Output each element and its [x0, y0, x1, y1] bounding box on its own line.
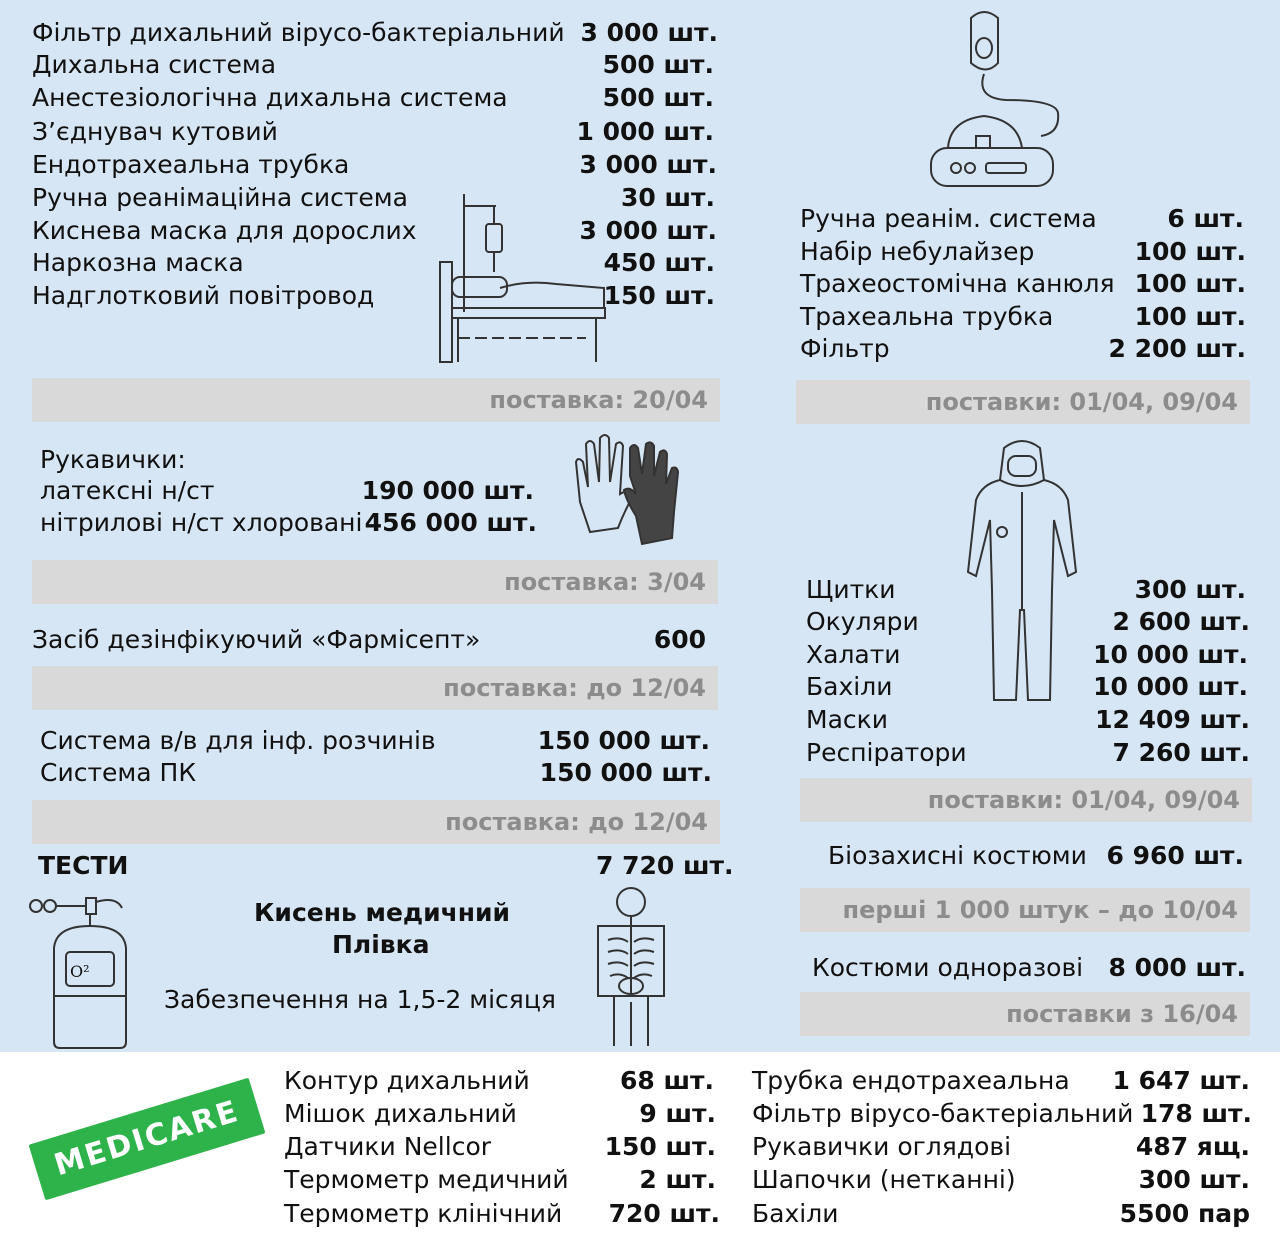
list-item: Трахеальна трубка 100 шт. [800, 302, 1246, 331]
tests-label: ТЕСТИ [38, 851, 129, 880]
list-item: Система ПК 150 000 шт. [40, 758, 712, 787]
list-item: Мішок дихальний 9 шт. [284, 1099, 716, 1128]
delivery-bar: поставки: 01/04, 09/04 [800, 778, 1252, 822]
nebulizer-icon [926, 8, 1066, 194]
list-item: Датчики Nellcor 150 шт. [284, 1132, 716, 1161]
list-item: Дихальна система 500 шт. [32, 50, 714, 79]
list-item: Шапочки (нетканні) 300 шт. [752, 1165, 1250, 1194]
list-item: Бахіли 5500 пар [752, 1199, 1250, 1228]
list-item: Засіб дезінфікуючий «Фармісепт» 600 [32, 625, 706, 654]
list-item: Ручна реанім. система 6 шт. [800, 204, 1244, 233]
list-item: Трубка ендотрахеальна 1 647 шт. [752, 1066, 1250, 1095]
list-item: Термометр медичний 2 шт. [284, 1165, 716, 1194]
list-item: Киснева маска для дорослих 3 000 шт. [32, 216, 717, 245]
list-item: Рукавички оглядові 487 ящ. [752, 1132, 1250, 1161]
list-item: Респіратори 7 260 шт. [806, 738, 1250, 767]
delivery-bar: поставки: 01/04, 09/04 [796, 380, 1250, 424]
delivery-bar: перші 1 000 штук – до 10/04 [800, 888, 1250, 932]
list-item: Маски 12 409 шт. [806, 705, 1250, 734]
medicare-logo: MEDICARE [29, 1078, 266, 1201]
list-item: Фільтр дихальний вірусо-бактеріальний 3 000 шт. [32, 18, 718, 47]
hospital-bed-icon [436, 192, 611, 367]
list-item: Щитки 300 шт. [806, 575, 1246, 604]
list-item: З’єднувач кутовий 1 000 шт. [32, 117, 714, 146]
list-item: Фільтр вірусо-бактеріальний 178 шт. [752, 1099, 1252, 1128]
list-item: Біозахисні костюми 6 960 шт. [828, 841, 1244, 870]
list-item: Система в/в для інф. розчинів 150 000 шт. [40, 726, 710, 755]
delivery-bar: поставка: 3/04 [32, 560, 718, 604]
list-item: Ендотрахеальна трубка 3 000 шт. [32, 150, 717, 179]
delivery-bar: поставки з 16/04 [800, 992, 1250, 1036]
list-item: Трахеостомічна канюля 100 шт. [800, 269, 1246, 298]
list-item: Бахіли 10 000 шт. [806, 672, 1248, 701]
list-item: Набір небулайзер 100 шт. [800, 237, 1246, 266]
cylinder-label: O² [70, 962, 90, 981]
list-item: Термометр клінічний 720 шт. [284, 1199, 720, 1228]
list-item: Фільтр 2 200 шт. [800, 334, 1246, 363]
list-item: Костюми одноразові 8 000 шт. [812, 953, 1246, 982]
list-item: Окуляри 2 600 шт. [806, 607, 1250, 636]
list-item: Контур дихальний 68 шт. [284, 1066, 714, 1095]
xray-skeleton-icon [592, 886, 670, 1050]
delivery-bar: поставка: до 12/04 [32, 800, 720, 844]
film-label: Плівка [332, 930, 430, 959]
oxygen-label: Кисень медичний [254, 898, 511, 927]
list-item: Надглотковий повітровод 150 шт. [32, 281, 715, 310]
delivery-bar: поставка: до 12/04 [32, 666, 718, 710]
tests-qty: 7 720 шт. [596, 851, 734, 880]
supply-duration: Забезпечення на 1,5-2 місяця [164, 985, 556, 1014]
delivery-bar: поставка: 20/04 [32, 378, 720, 422]
list-item: Анестезіологічна дихальна система 500 шт. [32, 83, 714, 112]
list-item: Наркозна маска 450 шт. [32, 248, 715, 277]
gloves-title: Рукавички: [40, 445, 186, 474]
list-item: нітрилові н/ст хлоровані 456 000 шт. [40, 508, 537, 537]
list-item: латексні н/ст 190 000 шт. [40, 476, 534, 505]
list-item: Халати 10 000 шт. [806, 640, 1248, 669]
list-item: Ручна реанімаційна система 30 шт. [32, 183, 715, 212]
gloves-icon [572, 432, 696, 550]
